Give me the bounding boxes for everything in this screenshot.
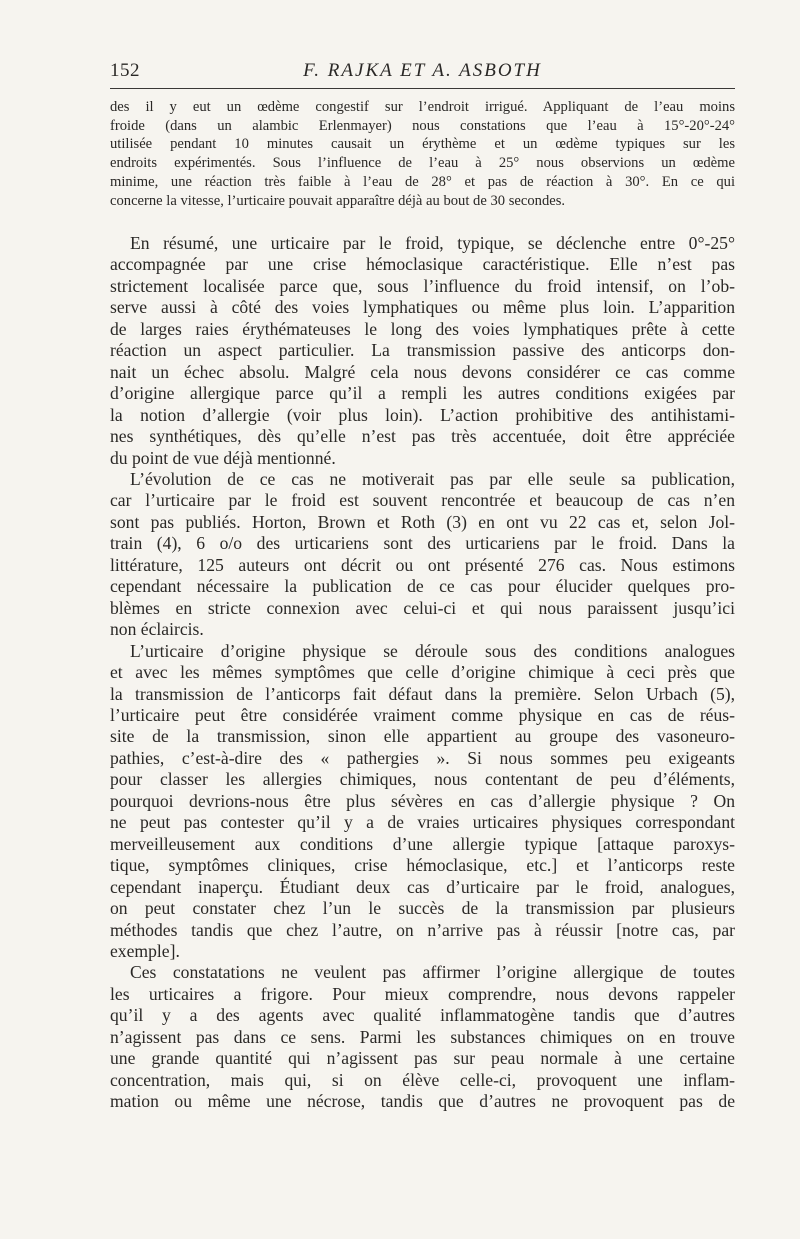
body-text-line: de larges raies érythémateuses le long des voies lymphatiques prête à cette <box>110 318 735 339</box>
page-header <box>110 60 735 84</box>
body-text-line: d’origine allergique parce qu’il a rempli les autres conditions exigées par <box>110 383 735 404</box>
header-rule <box>110 88 735 89</box>
body-text-line: et avec les mêmes symptômes que celle d’origine chimique à ceci près que <box>110 662 735 683</box>
body-text-line: nait un échec absolu. Malgré cela nous devons considérer ce cas comme <box>110 361 735 382</box>
body-text-line: du point de vue déjà mentionné. <box>110 447 336 468</box>
small-print-paragraph <box>110 98 735 210</box>
body-text-line: merveilleusement aux conditions d’une allergie typique [attaque paroxys- <box>110 833 735 854</box>
page-number: 152 <box>110 60 140 81</box>
body-text-line: cependant inaperçu. Étudiant deux cas d’urticaire par le froid, analogues, <box>110 876 735 897</box>
body-text-line: car l’urticaire par le froid est souvent rencontrée et beaucoup de cas n’en <box>110 490 735 511</box>
body-text-line: train (4), 6 o/o des urticariens sont des urticariens par le froid. Dans la <box>110 533 735 554</box>
body-text-line: mation ou même une nécrose, tandis que d’autres ne provoquent pas de <box>110 1091 735 1112</box>
small-print-line: des il y eut un œdème congestif sur l’endroit irrigué. Appliquant de l’eau moins <box>110 99 735 115</box>
body-text-line: sont pas publiés. Horton, Brown et Roth (3) en ont vu 22 cas et, selon Jol- <box>110 511 735 532</box>
body-text-line: nes synthétiques, dès qu’elle n’est pas très accentuée, doit être appréciée <box>110 426 735 447</box>
small-print-line: concerne la vitesse, l’urticaire pouvait apparaître déjà au bout de 30 secondes. <box>110 192 566 209</box>
body-text-line: concentration, mais qui, si on élève celle-ci, provoquent une inflam- <box>110 1069 735 1090</box>
body-text-line: réaction un aspect particulier. La transmission passive des anticorps don- <box>110 340 735 361</box>
body-text-line: strictement localisée parce que, sous l’influence du froid intensif, on l’ob- <box>110 275 735 296</box>
body-text-line: ne peut pas contester qu’il y a de vraies urticaires physiques correspondant <box>110 812 735 833</box>
small-print-line: endroits expérimentés. Sous l’influence de l’eau à 25° nous observions un œdème <box>110 155 735 172</box>
body-text-line: En résumé, une urticaire par le froid, typique, se déclenche entre 0°-25° <box>130 233 735 253</box>
body-text-line: la notion d’allergie (voir plus loin). L’action prohibitive des antihistami- <box>110 404 735 425</box>
small-print-line: froide (dans un alambic Erlenmayer) nous constations que l’eau à 15°-20°-24° <box>110 117 735 134</box>
body-text-line: méthodes tandis que chez l’autre, on n’arrive pas à réussir [notre cas, par <box>110 919 735 940</box>
body-text-line: pour classer les allergies chimiques, nous contentant de peu d’éléments, <box>110 769 735 790</box>
body-text-line: l’urticaire peut être considérée vraiment comme physique en cas de réus- <box>110 704 735 725</box>
body-text-line: Ces constatations ne veulent pas affirmer l’origine allergique de toutes <box>130 962 735 983</box>
body-text-line: la transmission de l’anticorps fait défaut dans la première. Selon Urbach (5), <box>110 683 735 704</box>
body-text-line: accompagnée par une crise hémoclasique caractéristique. Elle n’est pas <box>110 254 735 275</box>
small-print-line: utilisée pendant 10 minutes causait un érythème et un œdème typiques sur les <box>110 136 735 153</box>
body-text-line: L’évolution de ce cas ne motiverait pas par elle seule sa publication, <box>130 468 735 489</box>
body-text-line: pourquoi devrions-nous être plus sévères en cas d’allergie physique ? On <box>110 790 735 811</box>
body-text-line: non éclaircis. <box>110 619 204 640</box>
body-text-line: n’agissent pas dans ce sens. Parmi les substances chimiques on en trouve <box>110 1026 735 1047</box>
body-text-line: qu’il y a des agents avec qualité inflammatogène tandis que d’autres <box>110 1005 735 1026</box>
body-text-line: une grande quantité qui n’agissent pas sur peau normale à une certaine <box>110 1048 735 1069</box>
body-text-line: pathies, c’est-à-dire des « pathergies ». Si nous sommes peu exigeants <box>110 747 735 768</box>
body-text-line: exemple]. <box>110 940 180 961</box>
body-text-line: les urticaires a frigore. Pour mieux comprendre, nous devons rappeler <box>110 983 735 1004</box>
body-text <box>110 233 735 1113</box>
body-text-line: serve aussi à côté des voies lymphatiques ou même plus loin. L’apparition <box>110 297 735 318</box>
body-text-line: cependant nécessaire la publication de ce cas pour élucider quelques pro- <box>110 576 735 597</box>
body-text-line: on peut constater chez l’un le succès de la transmission par plusieurs <box>110 898 735 919</box>
body-text-line: tique, symptômes cliniques, crise hémoclasique, etc.] et l’anticorps reste <box>110 855 735 876</box>
running-head: F. RAJKA ET A. ASBOTH <box>303 60 542 81</box>
body-text-line: littérature, 125 auteurs ont décrit ou ont présenté 276 cas. Nous estimons <box>110 554 735 575</box>
body-text-line: site de la transmission, sinon elle appartient au groupe des vasoneuro- <box>110 726 735 747</box>
small-print-line: minime, une réaction très faible à l’eau de 28° et pas de réaction à 30°. En ce qui <box>110 173 735 190</box>
body-text-line: blèmes en stricte connexion avec celui-ci et qui nous paraissent jusqu’ici <box>110 597 735 618</box>
body-text-line: L’urticaire d’origine physique se déroule sous des conditions analogues <box>130 640 735 661</box>
